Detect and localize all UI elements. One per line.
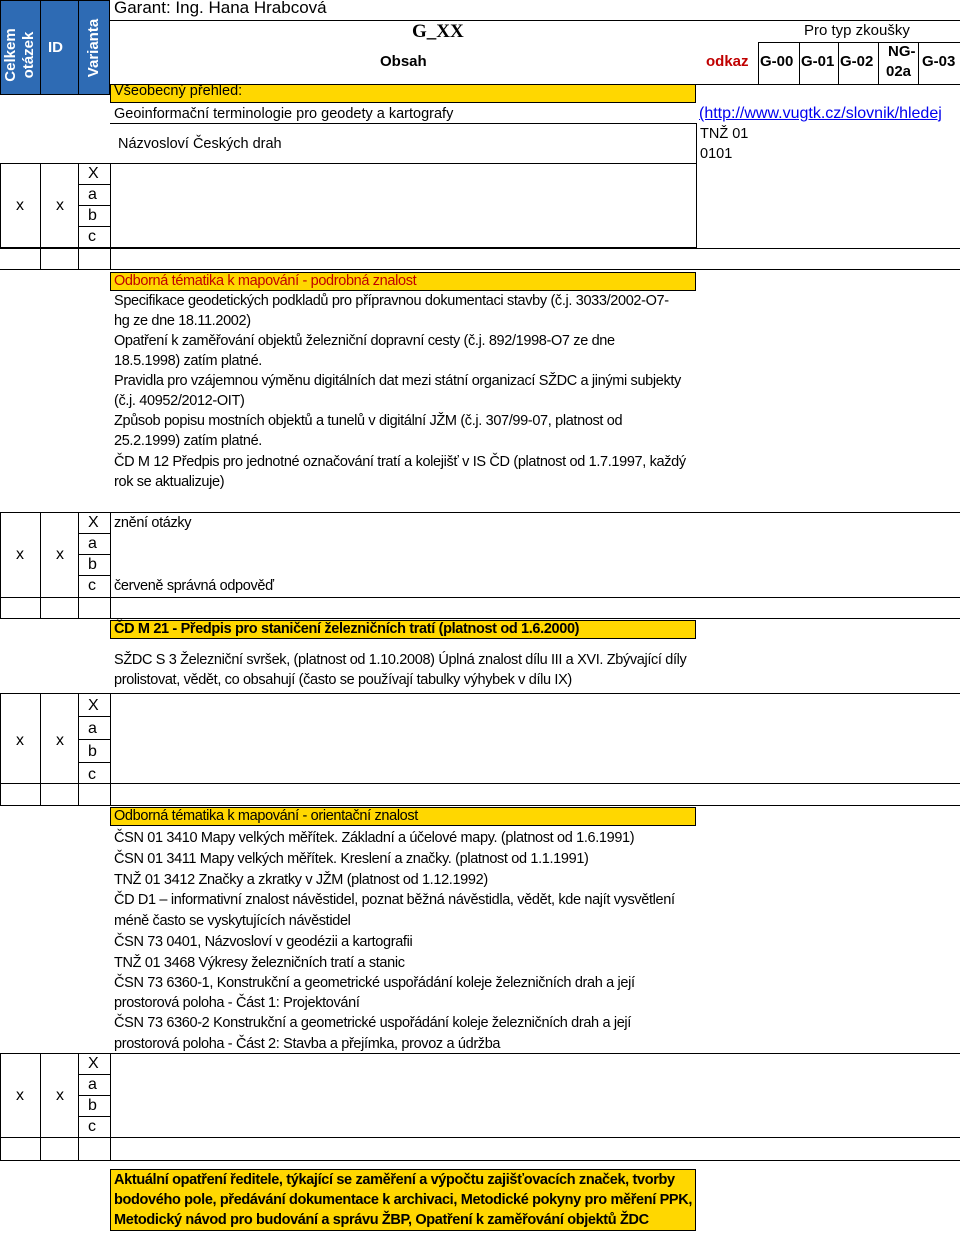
section3-line: prostorová poloha - Část 1: Projektování xyxy=(114,995,360,1011)
section1-title: Odborná tématika k mapování - podrobná znalost xyxy=(114,273,417,289)
section4-line: Aktuální opatření ředitele, týkající se zaměření a výpočtu zajišťovacích značek, tvorby xyxy=(114,1172,675,1188)
section2-line1: SŽDC S 3 Železniční svršek, (platnost od 1.10.2008) Úplná znalost dílu III a XVI. Zbývající díly xyxy=(114,652,687,668)
block3-variant-a: a xyxy=(88,1076,97,1093)
ng02a-header-line2: 02a xyxy=(886,63,912,80)
legend-variant-c: c xyxy=(88,577,96,594)
odkaz-header: odkaz xyxy=(706,53,749,70)
section3-line: ČSN 01 3411 Mapy velkých měřítek. Kreslení a značky. (platnost od 1.1.1991) xyxy=(114,851,589,867)
section1-line: ČD M 12 Předpis pro jednotné označování tratí a kolejišť v IS ČD (platnost od 1.7.1997, každý xyxy=(114,454,686,470)
section3-line: ČSN 01 3410 Mapy velkých měřítek. Základní a účelové mapy. (platnost od 1.6.1991) xyxy=(114,830,635,846)
section2-title: ČD M 21 - Předpis pro staničení železničních tratí (platnost od 1.6.2000) xyxy=(114,621,580,637)
block3-id: x xyxy=(56,1087,64,1104)
legend-variant-X: X xyxy=(88,514,99,531)
sheet-title: G_XX xyxy=(412,21,464,42)
overview-title: Všeobecný přehled: xyxy=(114,83,243,99)
legend-id: x xyxy=(56,546,64,563)
section1-line: hg ze dne 18.11.2002) xyxy=(114,313,251,329)
block2-variant-X: X xyxy=(88,697,99,714)
section1-line: Opatření k zaměřování objektů železniční dopravní cesty (č.j. 892/1998-O7 ze dne xyxy=(114,333,615,349)
block1-id: x xyxy=(56,197,64,214)
g01-header: G-01 xyxy=(801,53,835,70)
legend-answer-label: červeně správná odpověď xyxy=(114,578,274,594)
pro-typ-label: Pro typ zkoušky xyxy=(804,22,910,39)
question-block-3 xyxy=(0,1053,960,1138)
section3-line: prostorová poloha - Část 2: Stavba a přejímka, provoz a údržba xyxy=(114,1036,501,1052)
block1-count: x xyxy=(16,197,24,214)
section3-line: ČSN 73 6360-1, Konstrukční a geometrické uspořádání koleje železničních drah a její xyxy=(114,975,635,991)
garant-label: Garant: Ing. Hana Hrabcová xyxy=(114,0,327,17)
column-header-id: ID xyxy=(48,39,63,56)
g02-header: G-02 xyxy=(840,53,874,70)
block2-variant-a: a xyxy=(88,720,97,737)
block3-variant-b: b xyxy=(88,1097,97,1114)
block2-variant-c: c xyxy=(88,766,96,783)
overview-row1: Geoinformační terminologie pro geodety a kartografy xyxy=(114,106,454,122)
block2-id: x xyxy=(56,732,64,749)
block1-variant-b: b xyxy=(88,207,97,224)
legend-variant-b: b xyxy=(88,556,97,573)
section1-line: Pravidla pro vzájemnou výměnu digitálních dat mezi státní organizací SŽDC a jinými subjekty xyxy=(114,373,681,389)
question-block-2 xyxy=(0,693,960,784)
section2-line2: prolistovat, vědět, co obsahují (často se používají tabulky výhybek v dílu IX) xyxy=(114,672,572,688)
section3-line: ČSN 73 6360-2 Konstrukční a geometrické uspořádání koleje železničních drah a její xyxy=(114,1015,631,1031)
legend-variant-a: a xyxy=(88,535,97,552)
section4-line: bodového pole, předávání dokumentace k archivaci, Metodické pokyny pro měření PPK, xyxy=(114,1192,693,1208)
section1-line: (č.j. 40952/2012-OIT) xyxy=(114,393,245,409)
legend-question-label: znění otázky xyxy=(114,515,192,531)
ng02a-header-line1: NG- xyxy=(888,43,916,60)
block3-variant-X: X xyxy=(88,1055,99,1072)
section1-line: Způsob popisu mostních objektů a tunelů v digitální JŽM (č.j. 307/99-07, platnost od xyxy=(114,413,623,429)
overview-row2-ref1: TNŽ 01 xyxy=(700,126,749,142)
column-header-celkem: Celkem otázek xyxy=(2,28,37,82)
block1-variant-a: a xyxy=(88,186,97,203)
overview-row2-ref2: 0101 xyxy=(700,146,733,162)
vugtk-slovnik-link[interactable]: (http://www.vugtk.cz/slovnik/hledej xyxy=(699,105,942,122)
legend-count: x xyxy=(16,546,24,563)
block1-variant-X: X xyxy=(88,165,99,182)
g00-header: G-00 xyxy=(760,53,794,70)
g03-header: G-03 xyxy=(922,53,956,70)
section4-line: Metodický návod pro budování a správu ŽBP, Opatření k zaměřování objektů ŽDC xyxy=(114,1212,649,1228)
section3-line: TNŽ 01 3468 Výkresy železničních tratí a stanic xyxy=(114,955,405,971)
block3-count: x xyxy=(16,1087,24,1104)
section1-line: Specifikace geodetických podkladů pro přípravnou dokumentaci stavby (č.j. 3033/2002-O7- xyxy=(114,293,669,309)
section1-line: 18.5.1998) zatím platné. xyxy=(114,353,262,369)
section3-line: TNŽ 01 3412 Značky a zkratky v JŽM (platnost od 1.12.1992) xyxy=(114,872,488,888)
block1-variant-c: c xyxy=(88,228,96,245)
column-header-varianta: Varianta xyxy=(85,18,102,78)
section3-title: Odborná tématika k mapování - orientační znalost xyxy=(114,808,418,824)
section3-line: méně často se vyskytujících návěstidel xyxy=(114,913,351,929)
section1-line: 25.2.1999) zatím platné. xyxy=(114,433,262,449)
block2-count: x xyxy=(16,732,24,749)
block2-variant-b: b xyxy=(88,743,97,760)
section3-line: ČSN 73 0401, Názvosloví v geodézii a kartografii xyxy=(114,934,413,950)
overview-row2: Názvosloví Českých drah xyxy=(118,136,282,152)
section3-line: ČD D1 – informativní znalost návěstidel, poznat běžná návěstidla, vědět, kde najít vysvětlení xyxy=(114,892,675,908)
block3-variant-c: c xyxy=(88,1118,96,1135)
section1-line: rok se aktualizuje) xyxy=(114,474,225,490)
obsah-header: Obsah xyxy=(380,53,427,70)
